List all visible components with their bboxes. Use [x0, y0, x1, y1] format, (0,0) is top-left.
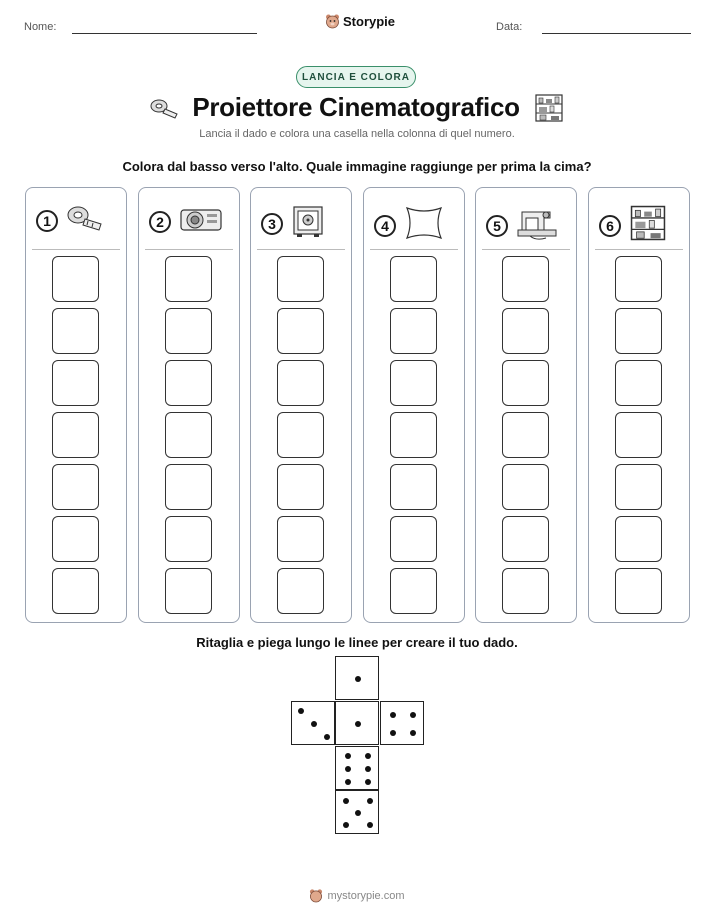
color-cell[interactable] [390, 360, 437, 406]
film-reel-icon [150, 97, 178, 119]
color-cell[interactable] [615, 568, 662, 614]
color-cell[interactable] [390, 308, 437, 354]
color-cell[interactable] [502, 516, 549, 562]
die-pip [343, 798, 349, 804]
date-label: Data: [496, 21, 523, 33]
die-pip [355, 676, 361, 682]
color-cell[interactable] [165, 464, 212, 510]
column-6 [588, 187, 690, 623]
brand-logo [325, 13, 395, 29]
color-cell[interactable] [165, 256, 212, 302]
die-pip [324, 734, 330, 740]
color-cell[interactable] [52, 256, 99, 302]
column-divider [595, 249, 683, 250]
bear-icon [309, 888, 323, 903]
die-pip [345, 753, 351, 759]
color-cell[interactable] [390, 516, 437, 562]
column-header [261, 204, 325, 243]
column-number: 4 [374, 215, 396, 237]
die-pip [365, 766, 371, 772]
pillow-icon [404, 204, 444, 247]
column-header [36, 204, 102, 237]
color-cell[interactable] [277, 568, 324, 614]
column-2 [138, 187, 240, 623]
column-header [486, 204, 558, 247]
die-pip [311, 721, 317, 727]
die-pip [365, 779, 371, 785]
footer-url[interactable]: mystorypie.com [327, 889, 405, 902]
name-line[interactable] [72, 33, 257, 34]
color-cell[interactable] [165, 516, 212, 562]
color-cell[interactable] [502, 360, 549, 406]
color-cell[interactable] [52, 516, 99, 562]
die-pip [367, 798, 373, 804]
die-pip [410, 730, 416, 736]
die-pip [410, 712, 416, 718]
color-cell[interactable] [277, 256, 324, 302]
subtitle: Lancia il dado e colora una casella nella colonna di quel numero. [199, 128, 515, 140]
brand-name: Storypie [343, 13, 396, 29]
color-cell[interactable] [277, 516, 324, 562]
color-cell[interactable] [390, 256, 437, 302]
color-cell[interactable] [502, 464, 549, 510]
color-cell[interactable] [52, 568, 99, 614]
die-pip [343, 822, 349, 828]
title-row [0, 92, 714, 123]
color-cell[interactable] [615, 360, 662, 406]
column-number: 5 [486, 215, 508, 237]
name-label: Nome: [24, 21, 57, 33]
color-cell[interactable] [165, 568, 212, 614]
color-cell[interactable] [52, 464, 99, 510]
die-pip [298, 708, 304, 714]
color-cell[interactable] [502, 308, 549, 354]
tool-shelf-icon [534, 93, 564, 123]
color-cell[interactable] [615, 256, 662, 302]
die-face-3 [291, 701, 335, 745]
column-3 [250, 187, 352, 623]
color-cell[interactable] [277, 360, 324, 406]
column-number: 1 [36, 210, 58, 232]
column-divider [370, 249, 458, 250]
color-cell[interactable] [165, 412, 212, 458]
color-cell[interactable] [390, 464, 437, 510]
die-face-4 [380, 701, 424, 745]
color-cell[interactable] [502, 568, 549, 614]
column-header [149, 204, 223, 239]
color-cell[interactable] [52, 360, 99, 406]
coloring-instruction: Colora dal basso verso l'alto. Quale immagine raggiunge per prima la cima? [122, 159, 592, 174]
page-title: Proiettore Cinematografico [192, 92, 520, 122]
color-cell[interactable] [390, 568, 437, 614]
color-cell[interactable] [502, 256, 549, 302]
die-face-5 [335, 790, 379, 834]
color-cell[interactable] [615, 412, 662, 458]
date-line[interactable] [542, 33, 691, 34]
color-cell[interactable] [52, 308, 99, 354]
color-cell[interactable] [277, 412, 324, 458]
bear-icon [325, 13, 340, 29]
film-reel-icon [66, 204, 102, 237]
die-pip [365, 753, 371, 759]
die-pip [345, 779, 351, 785]
safe-icon [291, 204, 325, 243]
cut-instruction: Ritaglia e piega lungo le linee per creare il tuo dado. [196, 635, 518, 650]
die-pip [390, 712, 396, 718]
column-number: 6 [599, 215, 621, 237]
die-pip [345, 766, 351, 772]
projector-icon [179, 204, 223, 239]
color-cell[interactable] [502, 412, 549, 458]
column-header [599, 204, 667, 247]
color-cell[interactable] [615, 308, 662, 354]
column-1 [25, 187, 127, 623]
die-face-6 [335, 746, 379, 790]
tool-shelf-icon [629, 204, 667, 247]
die-pip [367, 822, 373, 828]
die-pip [355, 721, 361, 727]
column-header [374, 204, 444, 247]
column-4 [363, 187, 465, 623]
footer [0, 888, 714, 903]
column-divider [32, 249, 120, 250]
color-cell[interactable] [277, 464, 324, 510]
sewing-machine-icon [516, 204, 558, 247]
color-cell[interactable] [615, 464, 662, 510]
color-cell[interactable] [277, 308, 324, 354]
color-cell[interactable] [615, 516, 662, 562]
die-pip [355, 810, 361, 816]
die-pip [390, 730, 396, 736]
die-face-1 [335, 656, 379, 700]
column-divider [145, 249, 233, 250]
column-divider [482, 249, 570, 250]
die-face-1 [335, 701, 379, 745]
color-cell[interactable] [390, 412, 437, 458]
column-5 [475, 187, 577, 623]
column-number: 3 [261, 213, 283, 235]
activity-badge: LANCIA E COLORA [296, 66, 416, 88]
color-cell[interactable] [52, 412, 99, 458]
color-cell[interactable] [165, 360, 212, 406]
color-cell[interactable] [165, 308, 212, 354]
column-divider [257, 249, 345, 250]
column-number: 2 [149, 211, 171, 233]
